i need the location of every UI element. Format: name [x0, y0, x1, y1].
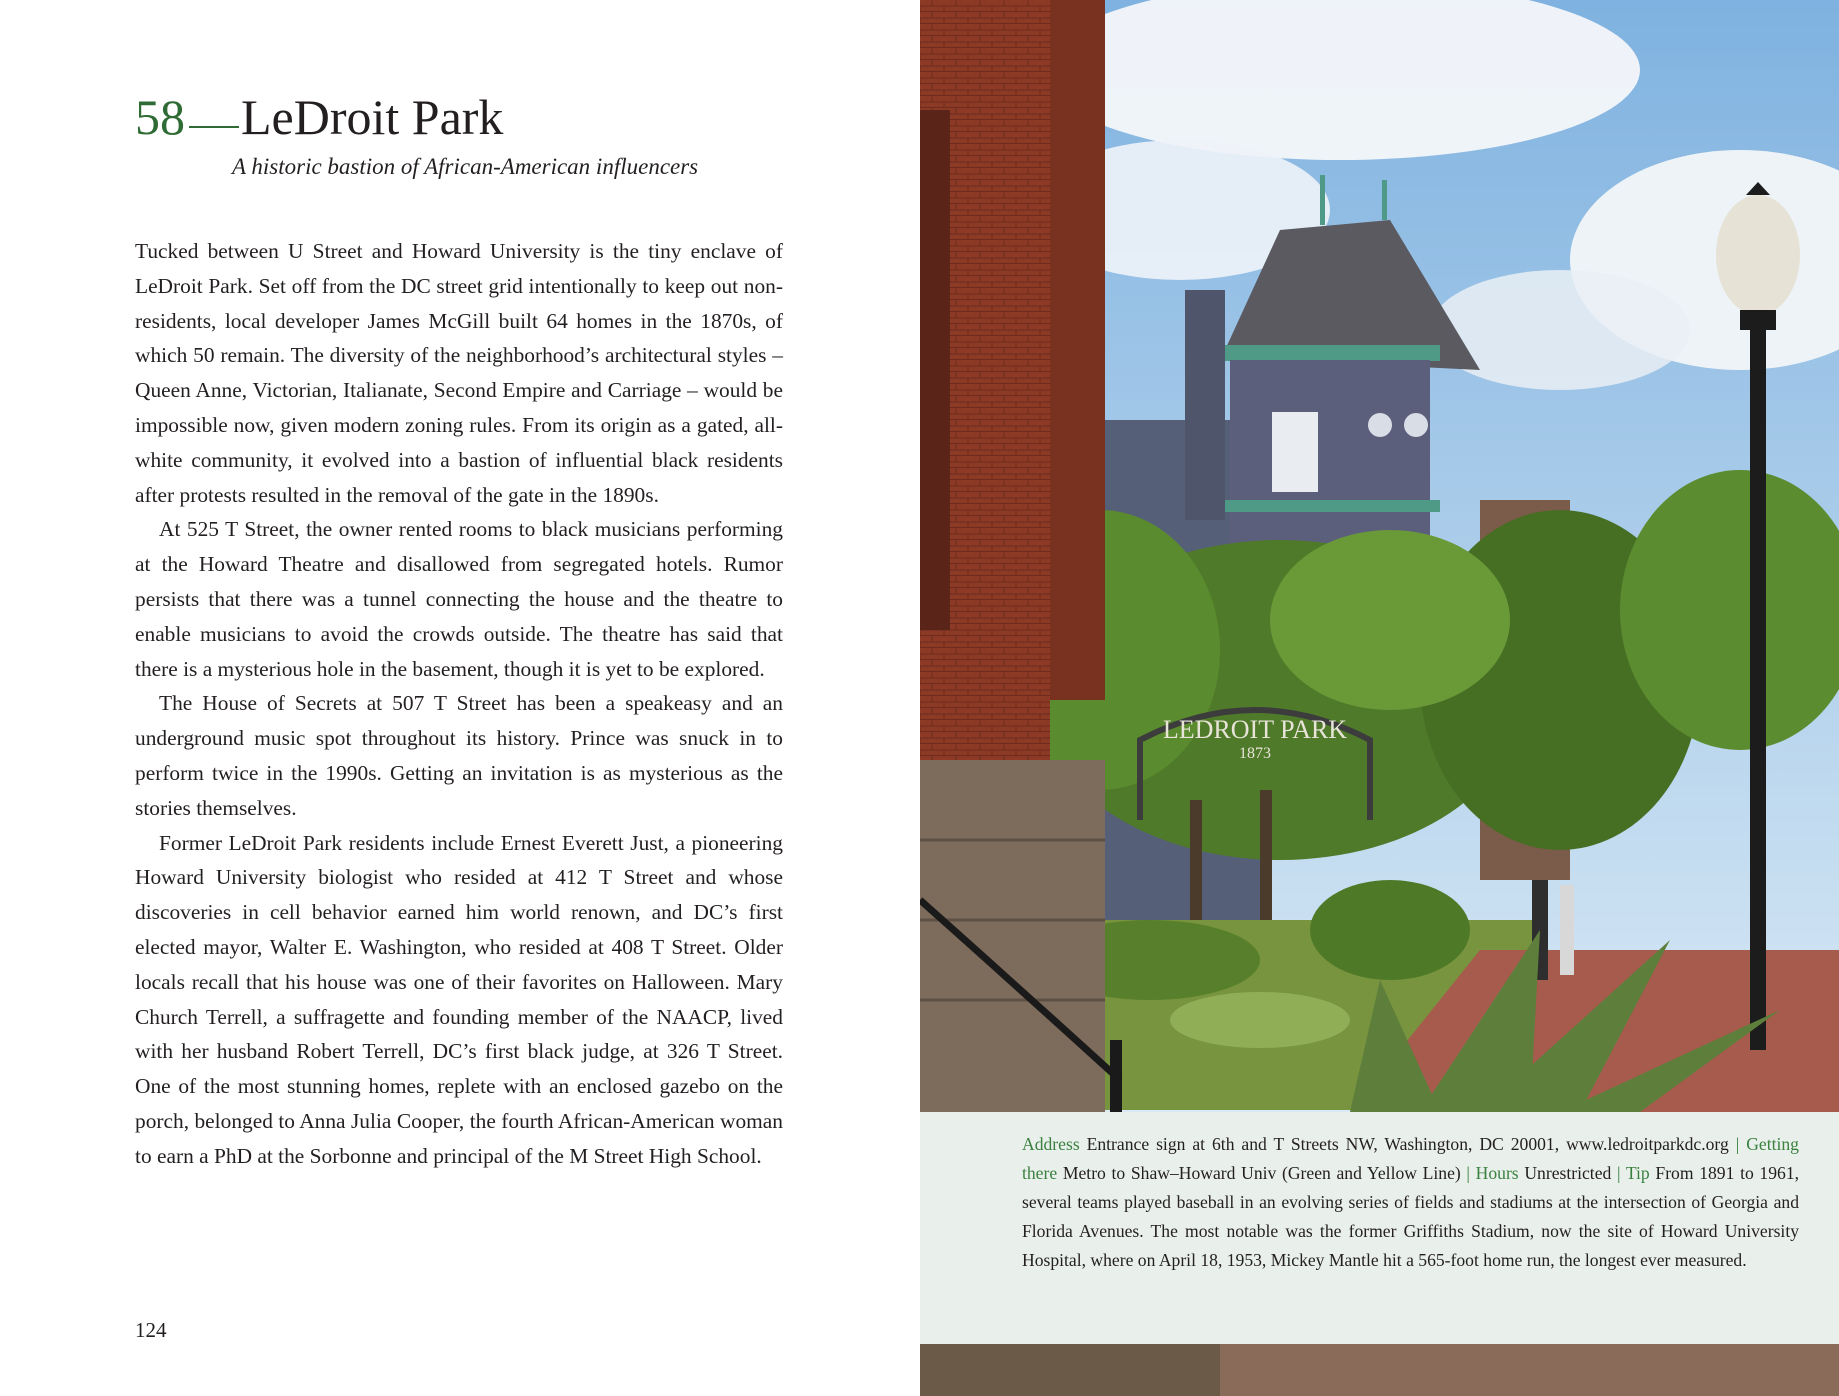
stone-base: [920, 760, 1105, 1112]
hours-value: Unrestricted: [1524, 1163, 1612, 1183]
address-label: Address: [1022, 1134, 1080, 1154]
separator: |: [1735, 1134, 1740, 1154]
tower-chimney: [1185, 290, 1225, 520]
sign-year: 1873: [1239, 745, 1271, 762]
tower-window: [1272, 412, 1318, 492]
paragraph: Tucked between U Street and Howard University is the tiny enclave of LeDroit Park. Set off from the DC street grid intentionally to keep out non-residents, local developer James McGill built 64 homes in the 1870s, of which 50 remain. The diversity of the neighborhood’s architectural styles – Queen Anne, Victorian, Italianate, Second Empire and Carriage – would be impossible now, given modern zoning rules. From its origin as a gated, all-white community, it evolved into a bastion of influential black residents after protests resulted in the removal of the gate in the 1890s.: [135, 239, 783, 507]
tower-oculus: [1404, 413, 1428, 437]
right-page: [920, 0, 1839, 1396]
tree-trunk: [1260, 790, 1272, 940]
pedestrian: [1560, 885, 1574, 975]
chapter-title: LeDroit Park: [241, 89, 504, 145]
lamp-globe: [1716, 195, 1800, 315]
getting-there-label: Getting there: [1022, 1134, 1799, 1183]
railing-post: [1110, 1040, 1122, 1112]
chapter-subtitle: A historic bastion of African-American influencers: [232, 154, 699, 179]
tower-oculus: [1368, 413, 1392, 437]
getting-there-value: Metro to Shaw–Howard Univ (Green and Yellow Line): [1062, 1163, 1461, 1183]
shrub: [1170, 992, 1350, 1048]
info-box: [920, 1112, 1839, 1344]
tower-finial: [1382, 180, 1387, 220]
paragraph: The House of Secrets at 507 T Street has been a speakeasy and an underground music spot throughout its history. Prince was snuck in to perform twice in the 1990s. Getting an invitation is as mysterious as the stories themselves.: [135, 691, 783, 820]
separator: |: [1617, 1163, 1621, 1183]
shrub: [1310, 880, 1470, 980]
tower-trim-lower: [1225, 500, 1440, 512]
chapter-heading: [135, 88, 503, 146]
tip-value: From 1891 to 1961, several teams played baseball in an evolving series of fields and stadiums at the intersection of Georgia and Florida Avenues. The most notable was the former Griffiths Stadium, now the site of Howard University Hospital, where on April 18, 1953, Mickey Mantle hit a 565-foot home run, the longest ever measured.: [1022, 1163, 1800, 1270]
page-number: 124: [135, 1318, 167, 1342]
body-text: [135, 234, 783, 1174]
lamp-post: [1750, 280, 1766, 1050]
window-frame: [920, 110, 950, 630]
lamp-base: [1740, 310, 1776, 330]
tower-trim: [1225, 345, 1440, 361]
sign-text: LEDROIT PARK: [1162, 715, 1348, 744]
paragraph: Former LeDroit Park residents include Ernest Everett Just, a pioneering Howard University biologist who resided at 412 T Street and whose discoveries in cell behavior earned him world renown, and DC’s first elected mayor, Walter E. Washington, who resided at 408 T Street. Older locals recall that his house was one of their favorites on Halloween. Mary Church Terrell, a suffragette and founding member of the NAACP, lived with her husband Robert Terrell, DC’s first black judge, at 326 T Street. One of the most stunning homes, replete with an enclosed gazebo on the porch, belonged to Anna Julia Cooper, the fourth African-American woman to earn a PhD at the Sorbonne and principal of the M Street High School.: [135, 830, 783, 1168]
hours-label: Hours: [1475, 1163, 1519, 1183]
separator: |: [1466, 1163, 1470, 1183]
heading-rule: [189, 126, 239, 128]
tower-finial: [1320, 175, 1325, 225]
address-value: Entrance sign at 6th and T Streets NW, Washington, DC 20001, www.ledroitparkdc.org: [1086, 1134, 1729, 1154]
cloud: [1430, 270, 1690, 390]
paragraph: At 525 T Street, the owner rented rooms to black musicians performing at the Howard Theatre and disallowed from segregated hotels. Rumor persists that there was a tunnel connecting the house and the theatre to enable musicians to avoid the crowds outside. The theatre has said that there is a mysterious hole in the basement, though it is yet to be explored.: [135, 517, 783, 681]
chapter-number: 58: [135, 89, 185, 145]
photo-bottom-path: [1220, 1344, 1839, 1396]
tip-label: Tip: [1625, 1163, 1650, 1183]
brick-pilaster: [1050, 0, 1105, 700]
tree-trunk: [1190, 800, 1202, 940]
tree: [1270, 530, 1510, 710]
